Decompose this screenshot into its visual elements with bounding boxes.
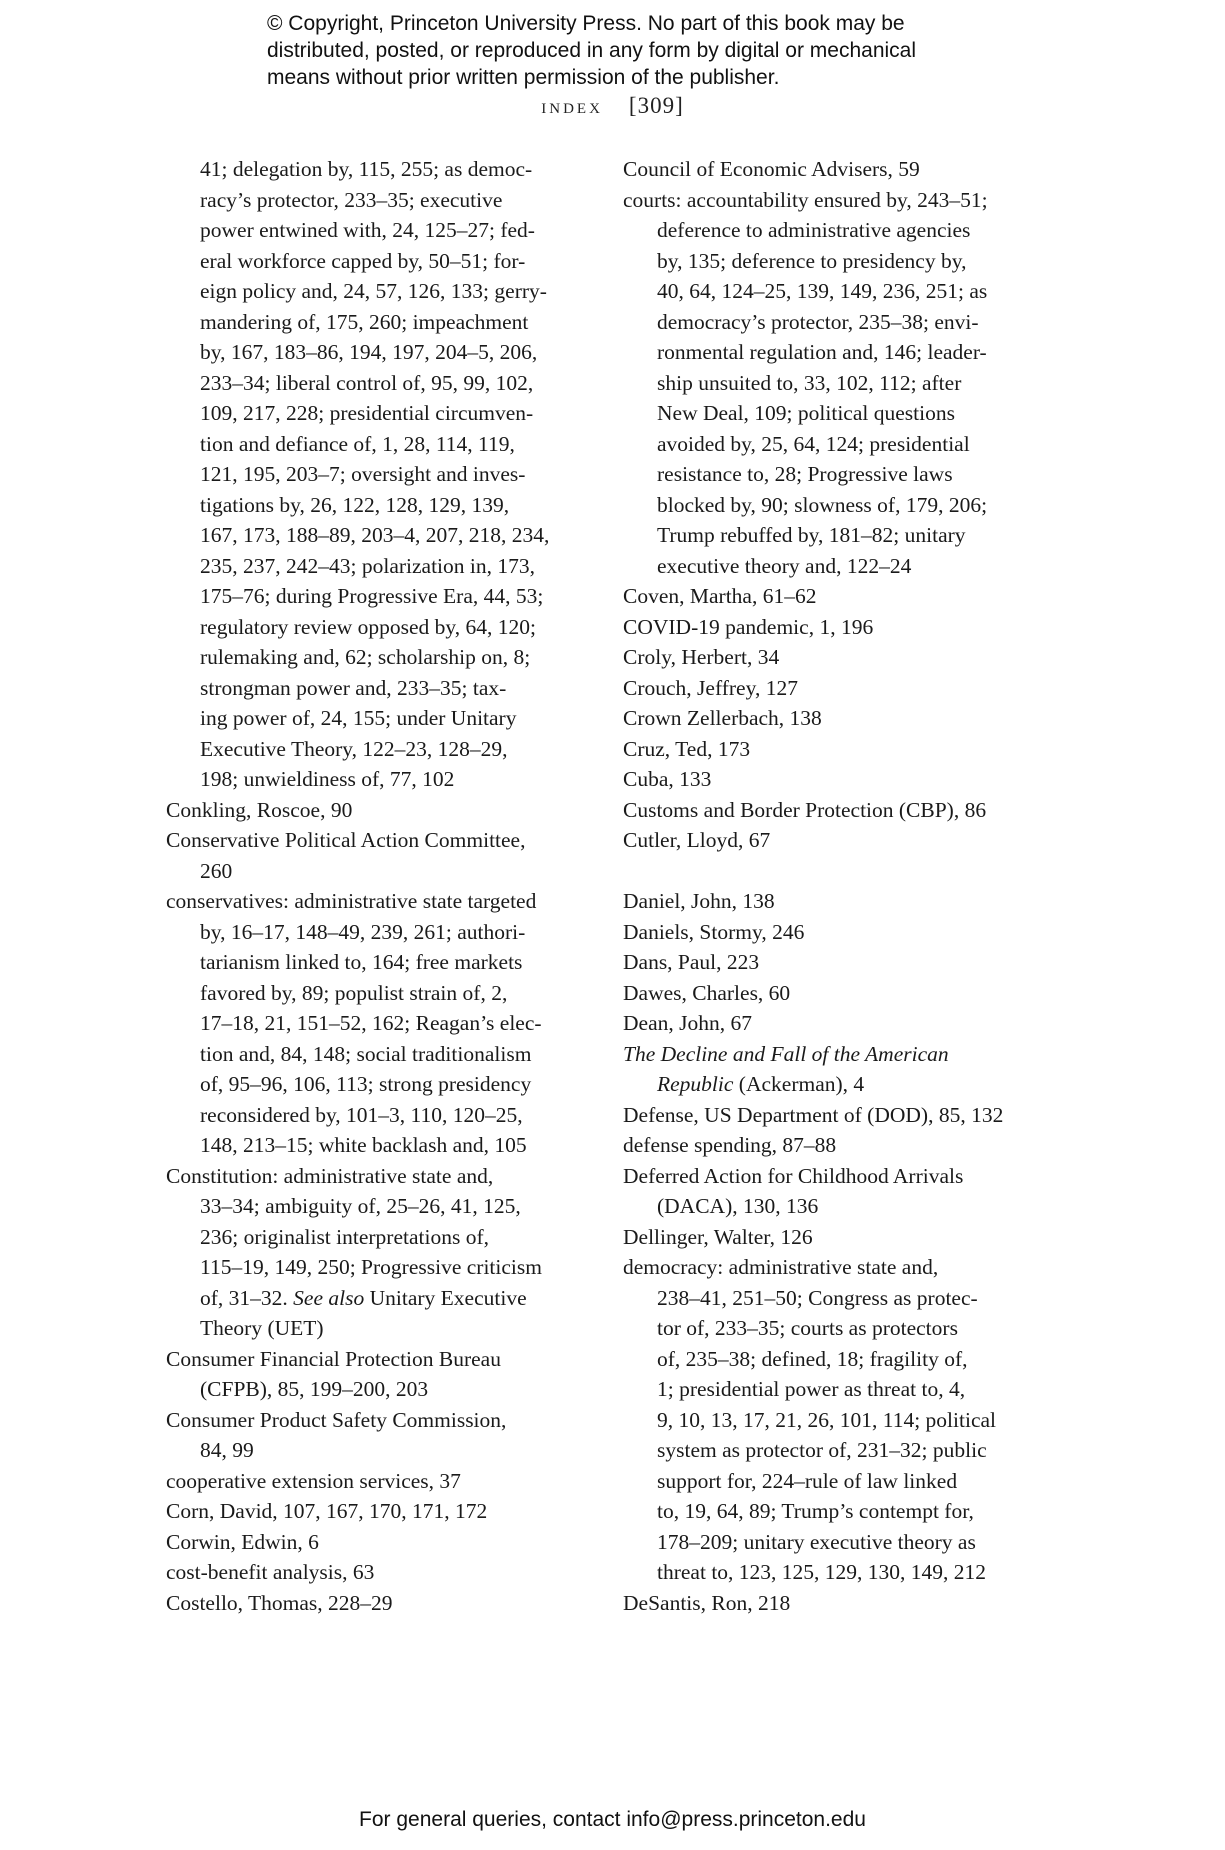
index-entry-line: system as protector of, 231–32; public — [657, 1438, 987, 1462]
index-entry-line: courts: accountability ensured by, 243–51; — [623, 187, 988, 212]
index-entry-line: defense spending, 87–88 — [623, 1133, 837, 1157]
index-entry-line — [657, 1069, 1053, 1100]
copyright-notice — [267, 10, 1027, 91]
index-entry-line: Daniels, Stormy, 246 — [623, 919, 805, 944]
index-entry-line: Theory (UET) — [200, 1316, 324, 1340]
index-entry-line: regulatory review opposed by, 64, 120; — [200, 614, 536, 639]
index-entry-line: rulemaking and, 62; scholarship on, 8; — [200, 645, 531, 669]
index-entry-line: eral workforce capped by, 50–51; for- — [200, 248, 526, 273]
index-entry — [623, 642, 1053, 673]
index-entry-line: Constitution: administrative state and, — [166, 1163, 494, 1188]
running-head — [0, 93, 1225, 119]
index-entry — [623, 154, 1053, 185]
index-entry-line: Consumer Product Safety Commission, — [166, 1407, 507, 1432]
index-entry — [623, 1161, 1053, 1222]
index-entry-line: eign policy and, 24, 57, 126, 133; gerry- — [200, 279, 547, 303]
index-entry-line: Deferred Action for Childhood Arrivals — [623, 1163, 964, 1188]
index-entry-line: reconsidered by, 101–3, 110, 120–25, — [200, 1102, 523, 1127]
index-entry-line: by, 135; deference to presidency by, — [657, 248, 967, 273]
index-entry — [623, 703, 1053, 734]
index-entry — [623, 1252, 1053, 1588]
index-entry-line: Trump rebuffed by, 181–82; unitary — [657, 523, 966, 547]
index-entry-line: 175–76; during Progressive Era, 44, 53; — [200, 584, 544, 608]
footer-contact: For general queries, contact info@press.princeton.edu — [359, 1808, 866, 1831]
index-entry-line: conservatives: administrative state targeted — [166, 889, 537, 913]
index-column-left — [166, 154, 586, 1618]
index-entries-left — [166, 795, 586, 1619]
index-entry-line: avoided by, 25, 64, 124; presidential — [657, 431, 970, 456]
index-entry — [623, 886, 1053, 917]
index-entry-line: (CFPB), 85, 199–200, 203 — [200, 1377, 429, 1401]
index-entry — [166, 1466, 586, 1497]
index-entry-line: ronmental regulation and, 146; leader- — [657, 340, 987, 364]
index-entry — [623, 581, 1053, 612]
index-entry — [623, 764, 1053, 795]
index-entry — [623, 1008, 1053, 1039]
index-entry-line: 109, 217, 228; presidential circumven- — [200, 401, 534, 425]
index-column-right — [623, 154, 1053, 1618]
index-entry-line: Cruz, Ted, 173 — [623, 736, 751, 761]
index-entry-line: Cutler, Lloyd, 67 — [623, 828, 771, 852]
book-title: The Decline and Fall of the American — [623, 1041, 949, 1066]
index-entry-line: Corwin, Edwin, 6 — [166, 1529, 319, 1554]
index-entry — [623, 947, 1053, 978]
index-entry-line: Crown Zellerbach, 138 — [623, 706, 822, 730]
index-entry-line: New Deal, 109; political questions — [657, 401, 955, 425]
letter-group-gap — [623, 856, 1053, 887]
index-entry-line: strongman power and, 233–35; tax- — [200, 675, 507, 700]
index-entry-line: tarianism linked to, 164; free markets — [200, 950, 523, 974]
index-entry-line: favored by, 89; populist strain of, 2, — [200, 980, 508, 1005]
index-entry-line: blocked by, 90; slowness of, 179, 206; — [657, 492, 988, 517]
copyright-line: © Copyright, Princeton University Press. No part of this book may be — [267, 12, 905, 35]
index-entry-line: by, 167, 183–86, 194, 197, 204–5, 206, — [200, 340, 538, 364]
index-entry-line — [200, 1283, 586, 1314]
index-entry-line: 236; originalist interpretations of, — [200, 1224, 490, 1249]
index-entry-line: mandering of, 175, 260; impeachment — [200, 309, 529, 334]
index-entry-line: Consumer Financial Protection Bureau — [166, 1346, 501, 1371]
book-author: (Ackerman), 4 — [733, 1072, 865, 1096]
index-entry — [623, 673, 1053, 704]
index-entry — [166, 1557, 586, 1588]
index-entry-line: 1; presidential power as threat to, 4, — [657, 1377, 966, 1401]
index-entry-line: 198; unwieldiness of, 77, 102 — [200, 767, 455, 791]
index-entry-line: 148, 213–15; white backlash and, 105 — [200, 1133, 527, 1157]
index-entry — [166, 1496, 586, 1527]
index-entry — [623, 734, 1053, 765]
index-entry-line: Executive Theory, 122–23, 128–29, — [200, 736, 508, 761]
index-entry — [623, 1588, 1053, 1619]
index-entry-line: 41; delegation by, 115, 255; as democ- — [200, 157, 533, 181]
index-entry-line: (DACA), 130, 136 — [657, 1194, 819, 1218]
index-entry-line: 17–18, 21, 151–52, 162; Reagan’s elec- — [200, 1011, 542, 1035]
book-title: Republic — [657, 1072, 734, 1096]
index-entry-line: tion and, 84, 148; social traditionalism — [200, 1041, 532, 1066]
index-entry-line: 84, 99 — [200, 1438, 254, 1462]
index-entry-line: support for, 224–rule of law linked — [657, 1468, 958, 1493]
index-entry-line: Defense, US Department of (DOD), 85, 132 — [623, 1102, 1004, 1127]
index-entry-line: 121, 195, 203–7; oversight and inves- — [200, 462, 526, 486]
cross-ref-prefix: of, 31–32. — [200, 1285, 294, 1310]
index-entry — [166, 1405, 586, 1466]
index-entry — [166, 1344, 586, 1405]
index-entry-line: tigations by, 26, 122, 128, 129, 139, — [200, 492, 510, 517]
index-entry-line: executive theory and, 122–24 — [657, 553, 912, 578]
index-entry-line: Croly, Herbert, 34 — [623, 645, 780, 669]
index-entry-line — [623, 1039, 1053, 1070]
index-entry-line: ing power of, 24, 155; under Unitary — [200, 706, 517, 730]
index-entry-line: 238–41, 251–50; Congress as protec- — [657, 1285, 978, 1310]
index-entries-right-d — [623, 886, 1053, 1039]
index-entry-line: Coven, Martha, 61–62 — [623, 584, 817, 608]
index-entry — [166, 795, 586, 826]
index-entry — [166, 1527, 586, 1558]
index-entry-line: Council of Economic Advisers, 59 — [623, 157, 920, 181]
index-entry-line: deference to administrative agencies — [657, 218, 971, 242]
index-entry-line: Crouch, Jeffrey, 127 — [623, 675, 798, 700]
cross-ref-target: Unitary Executive — [364, 1285, 527, 1310]
index-entry-line: cost-benefit analysis, 63 — [166, 1560, 375, 1584]
see-also: See also — [293, 1285, 365, 1310]
index-entry-line: 235, 237, 242–43; polarization in, 173, — [200, 553, 536, 578]
index-entry-line: Dawes, Charles, 60 — [623, 980, 791, 1005]
index-entry-line: democracy’s protector, 235–38; envi- — [657, 309, 979, 334]
index-entry — [623, 825, 1053, 856]
index-entry-line: Dans, Paul, 223 — [623, 950, 760, 974]
index-entry-line: racy’s protector, 233–35; executive — [200, 187, 503, 212]
index-entry-line: threat to, 123, 125, 129, 130, 149, 212 — [657, 1560, 987, 1584]
index-entries-right-c — [623, 154, 1053, 856]
index-entry-line: 260 — [200, 858, 233, 883]
index-entry-line: COVID-19 pandemic, 1, 196 — [623, 614, 874, 639]
index-entry-line: 40, 64, 124–25, 139, 149, 236, 251; as — [657, 279, 988, 303]
index-entry-line: Conservative Political Action Committee, — [166, 828, 526, 852]
index-entry — [623, 1100, 1053, 1131]
index-entry-line: 9, 10, 13, 17, 21, 26, 101, 114; political — [657, 1407, 997, 1432]
index-entry-line: DeSantis, Ron, 218 — [623, 1590, 791, 1615]
index-entry — [166, 1161, 586, 1344]
index-entry — [623, 795, 1053, 826]
index-entry-line: ship unsuited to, 33, 102, 112; after — [657, 370, 962, 395]
index-entry — [623, 1039, 1053, 1100]
index-entry-line: 178–209; unitary executive theory as — [657, 1529, 976, 1554]
index-entry — [166, 886, 586, 1161]
index-entry — [166, 1588, 586, 1619]
index-entry-line: Dean, John, 67 — [623, 1011, 752, 1035]
index-entry-line: Conkling, Roscoe, 90 — [166, 797, 353, 822]
index-entry-line: Daniel, John, 138 — [623, 889, 775, 913]
index-entry — [623, 978, 1053, 1009]
index-entry-line: Dellinger, Walter, 126 — [623, 1224, 813, 1249]
index-entry-line: of, 235–38; defined, 18; fragility of, — [657, 1346, 968, 1371]
index-entry-line: 167, 173, 188–89, 203–4, 207, 218, 234, — [200, 523, 550, 547]
index-entry-line: to, 19, 64, 89; Trump’s contempt for, — [657, 1499, 974, 1523]
index-entry — [623, 185, 1053, 582]
index-entry-line: Corn, David, 107, 167, 170, 171, 172 — [166, 1499, 488, 1523]
index-entry-line: 33–34; ambiguity of, 25–26, 41, 125, — [200, 1194, 521, 1218]
index-entry-line: by, 16–17, 148–49, 239, 261; authori- — [200, 919, 526, 944]
copyright-line: distributed, posted, or reproduced in any form by digital or mechanical — [267, 39, 917, 62]
index-entry — [623, 1130, 1053, 1161]
index-entry-line: 115–19, 149, 250; Progressive criticism — [200, 1255, 542, 1279]
index-entry-line: cooperative extension services, 37 — [166, 1468, 461, 1493]
index-entry-line: Customs and Border Protection (CBP), 86 — [623, 797, 987, 822]
index-entry-line: resistance to, 28; Progressive laws — [657, 462, 953, 486]
index-entry-line: 233–34; liberal control of, 95, 99, 102, — [200, 370, 534, 395]
index-entry-line: Costello, Thomas, 228–29 — [166, 1590, 393, 1615]
index-entry-continued — [166, 154, 586, 795]
index-entry-line: of, 95–96, 106, 113; strong presidency — [200, 1072, 532, 1096]
running-head-label: index — [541, 93, 603, 118]
index-entry — [623, 917, 1053, 948]
index-entry — [623, 612, 1053, 643]
index-entry-line: tion and defiance of, 1, 28, 114, 119, — [200, 431, 515, 456]
index-entry-line: Cuba, 133 — [623, 767, 712, 791]
index-entry — [166, 825, 586, 886]
index-entry-line: tor of, 233–35; courts as protectors — [657, 1316, 958, 1340]
copyright-line: means without prior written permission of the publisher. — [267, 66, 780, 89]
index-entry-line: power entwined with, 24, 125–27; fed- — [200, 218, 535, 242]
index-entry — [623, 1222, 1053, 1253]
index-entry-line: democracy: administrative state and, — [623, 1255, 939, 1279]
page-number: [309] — [628, 93, 684, 118]
index-entries-right-d2 — [623, 1100, 1053, 1619]
